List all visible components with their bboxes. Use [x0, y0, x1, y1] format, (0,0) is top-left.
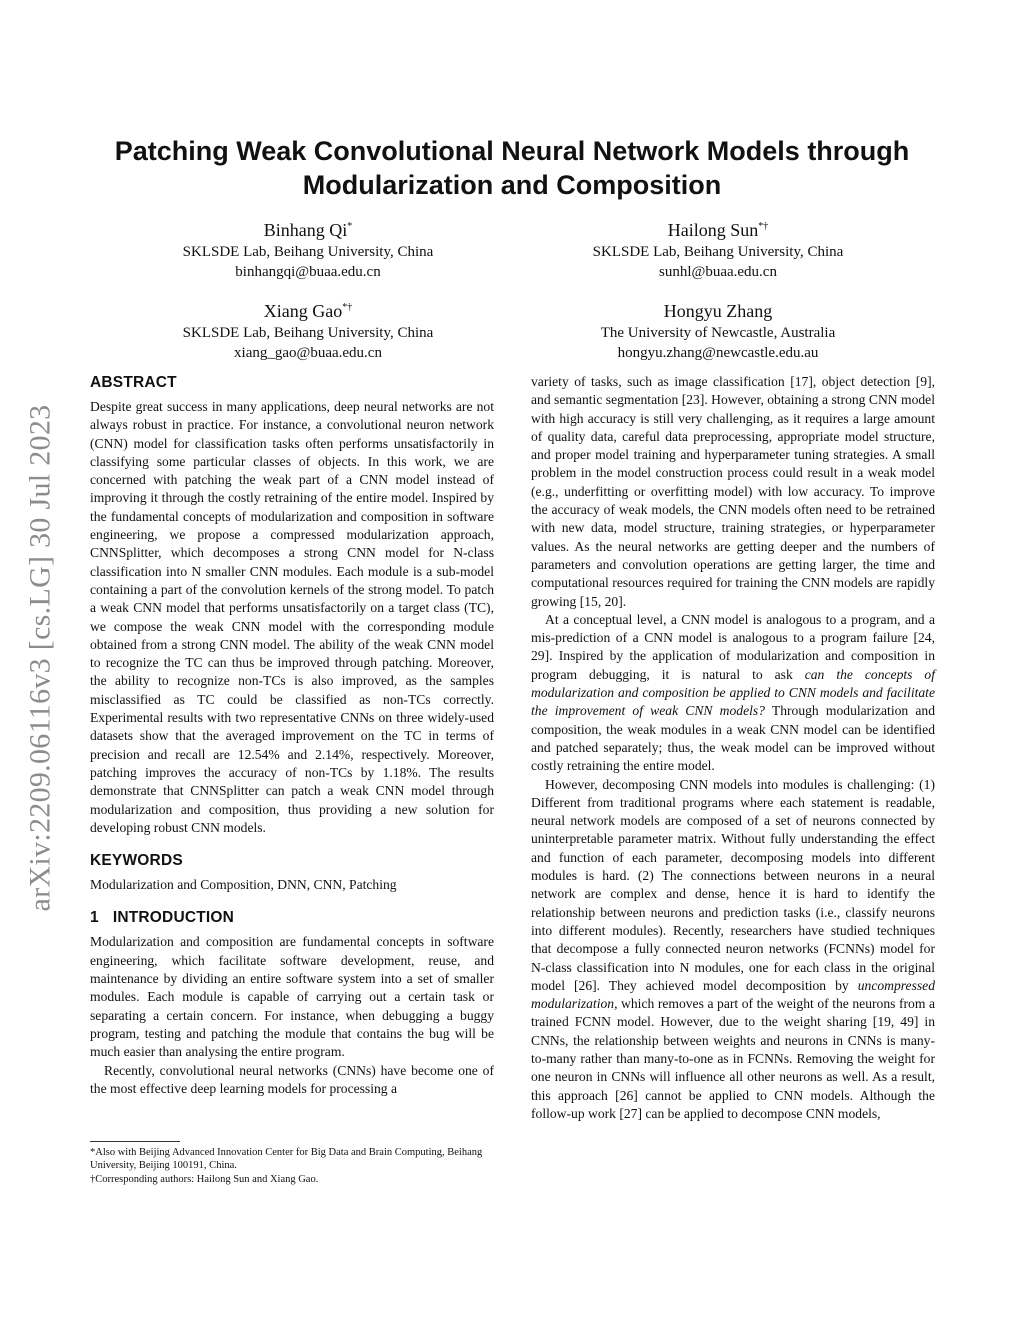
- author-mark: *†: [758, 221, 769, 232]
- author-affiliation: SKLSDE Lab, Beihang University, China: [182, 325, 434, 341]
- author-block: [98, 218, 518, 282]
- abstract-heading: ABSTRACT: [90, 374, 177, 391]
- author-name: Hailong Sun*†: [667, 220, 769, 240]
- section-title: INTRODUCTION: [112, 909, 235, 927]
- right-column: [531, 373, 935, 1123]
- intro-paragraph-2: Recently, convolutional neural networks (CNNs) have become one of the most effective deep learning models for processing a: [90, 1062, 494, 1096]
- emphasis-term: uncompressed modularization: [531, 977, 935, 1012]
- author-affiliation: The University of Newcastle, Australia: [600, 325, 836, 341]
- arxiv-identifier: [18, 368, 62, 948]
- arxiv-stamp: arXiv:2209.06116v3 [cs.LG] 30 Jul 2023: [23, 404, 56, 912]
- paper-title: [60, 134, 964, 202]
- author-affiliation: SKLSDE Lab, Beihang University, China: [182, 244, 434, 260]
- abstract-text: Despite great success in many applications, deep neural networks are not always robust in practice. For instance, a convolutional neuron network (CNN) model for classification tasks often performs unsatisfactorily in classifying some particular classes of objects. In this work, we are concerned with patching the weak part of a CNN model instead of improving it through the costly retraining of the entire model. Inspired by the fundamental concepts of modularization and composition in software engineering, we propose a compressed modularization approach, CNNSplitter, which decomposes a strong CNN model for N-class classification into N smaller CNN modules. Each module is a sub-model containing a part of the convolution kernels of the strong model. To patch a weak CNN model that performs unsatisfactorily on a target class (TC), we compose the weak CNN model with the corresponding module obtained from a strong CNN model. The ability of the weak CNN model to recognize the TC can thus be improved through patching. Moreover, the ability to recognize non-TCs is also improved, as the samples misclassified as TC could be classified as non-TCs correctly. Experimental results with two representative CNNs on three widely-used datasets show that the averaged improvement on the TC in terms of precision and recall are 12.54% and 2.14%, respectively. Moreover, patching improves the accuracy of non-TCs by 1.18%. The results demonstrate that CNNSplitter can patch a weak CNN model through modularization and composition, thus providing a new solution for developing robust CNN models.: [90, 399, 494, 835]
- author-affiliation: SKLSDE Lab, Beihang University, China: [592, 244, 844, 260]
- author-block: [508, 299, 928, 363]
- author-mark: *: [347, 221, 353, 232]
- author-email: hongyu.zhang@newcastle.edu.au: [617, 345, 819, 361]
- author-block: [98, 299, 518, 363]
- footnote: †Corresponding authors: Hailong Sun and Xiang Gao.: [90, 1174, 319, 1185]
- introduction-heading: [90, 908, 494, 928]
- keywords-text: Modularization and Composition, DNN, CNN, Patching: [90, 877, 397, 893]
- intro-paragraph-2-continued: variety of tasks, such as image classification [17], object detection [9], and semantic segmentation [23]. However, obtaining a strong CNN model with high accuracy is still very challenging, as it requires a large amount of quality data, careful data preprocessing, appropriate model structure, and proper model training and hyperparameter tuning strategies. A small problem in the model construction process could result in a weak model (e.g., underfitting or overfitting model) with low accuracy. To improve the accuracy of weak models, the CNN models often need to be retrained with new data, model structure, training strategies, or hyperparameter values. As the neural networks are getting deeper and the numbers of parameters and convolution operations are getting larger, the time and computational resources required for training the CNN models are rapidly growing [15, 20].: [531, 374, 935, 609]
- keywords-heading: KEYWORDS: [90, 852, 183, 870]
- author-mark: *†: [342, 302, 353, 313]
- research-question: can the concepts of modularization and composition be applied to CNN models and facilitate the improvement of weak CNN models?: [531, 666, 936, 719]
- footnote-rule: [90, 1141, 180, 1142]
- author-email: xiang_gao@buaa.edu.cn: [234, 345, 382, 361]
- section-number: 1: [90, 909, 99, 927]
- intro-paragraph-1: Modularization and composition are fundamental concepts in software engineering, which facilitate software development, reuse, and maintenance by dividing an entire software system into a set of smaller modules. Each module is capable of carrying out a certain task or separating a certain concern. For instance, when debugging a buggy program, testing and patching the module that contains the bug will be much easier than analysing the entire program.: [90, 934, 494, 1060]
- author-name: Binhang Qi*: [263, 220, 353, 240]
- left-column: [90, 373, 494, 1098]
- author-email: binhangqi@buaa.edu.cn: [235, 264, 381, 280]
- intro-paragraph-3: At a conceptual level, a CNN model is analogous to a program, and a mis-prediction of a CNN model is analogous to a program failure [24, 29]. Inspired by the application of modularization and composition in program debugging, it is natural to ask can the concepts of modularization and composition be applied to CNN models and facilitate the improvement of weak CNN models? Through modularization and composition, the weak modules in a weak CNN model can be identified and patched separately; thus, the weak model can be improved without costly retraining the entire model.: [531, 611, 936, 774]
- author-block: [508, 218, 928, 282]
- title-line-1: Patching Weak Convolutional Neural Network Models through: [114, 136, 910, 166]
- footnotes: [90, 1141, 494, 1187]
- footnote: *Also with Beijing Advanced Innovation Center for Big Data and Brain Computing, Beihang University, Beijing 100191, China.: [90, 1147, 483, 1171]
- intro-paragraph-4: However, decomposing CNN models into modules is challenging: (1) Different from traditional programs where each statement is readable, neural network models are composed of a set of neurons connected by uninterpretable parameter matrix. Without fully understanding the effect and function of each parameter, decomposing models into different modules is hard. (2) The connections between neurons in a neural network are complex and dense, hence it is hard to identify the relationship between neurons and prediction tasks (i.e., classify neurons into different modules). Recently, researchers have studied techniques that decompose a fully connected neuron networks (FCNNs) model for N-class classification into N modules, one for each class in the original model [26]. They achieved model decomposition by uncompressed modularization, which removes a part of the weight of the neurons from a trained FCNN model. However, due to the weight sharing [19, 49] in CNNs, the relationship between weights and neurons in CNNs is many-to-many rather than many-to-one as in FCNNs. Removing the weight for one neuron in CNNs will influence all other neurons as well. As a result, this approach [26] cannot be applied to CNN models. Although the follow-up work [27] can be applied to decompose CNN models,: [531, 776, 935, 1121]
- author-name: Hongyu Zhang: [663, 301, 773, 321]
- author-email: sunhl@buaa.edu.cn: [659, 264, 777, 280]
- author-name: Xiang Gao*†: [263, 301, 353, 321]
- title-line-2: Modularization and Composition: [302, 170, 722, 200]
